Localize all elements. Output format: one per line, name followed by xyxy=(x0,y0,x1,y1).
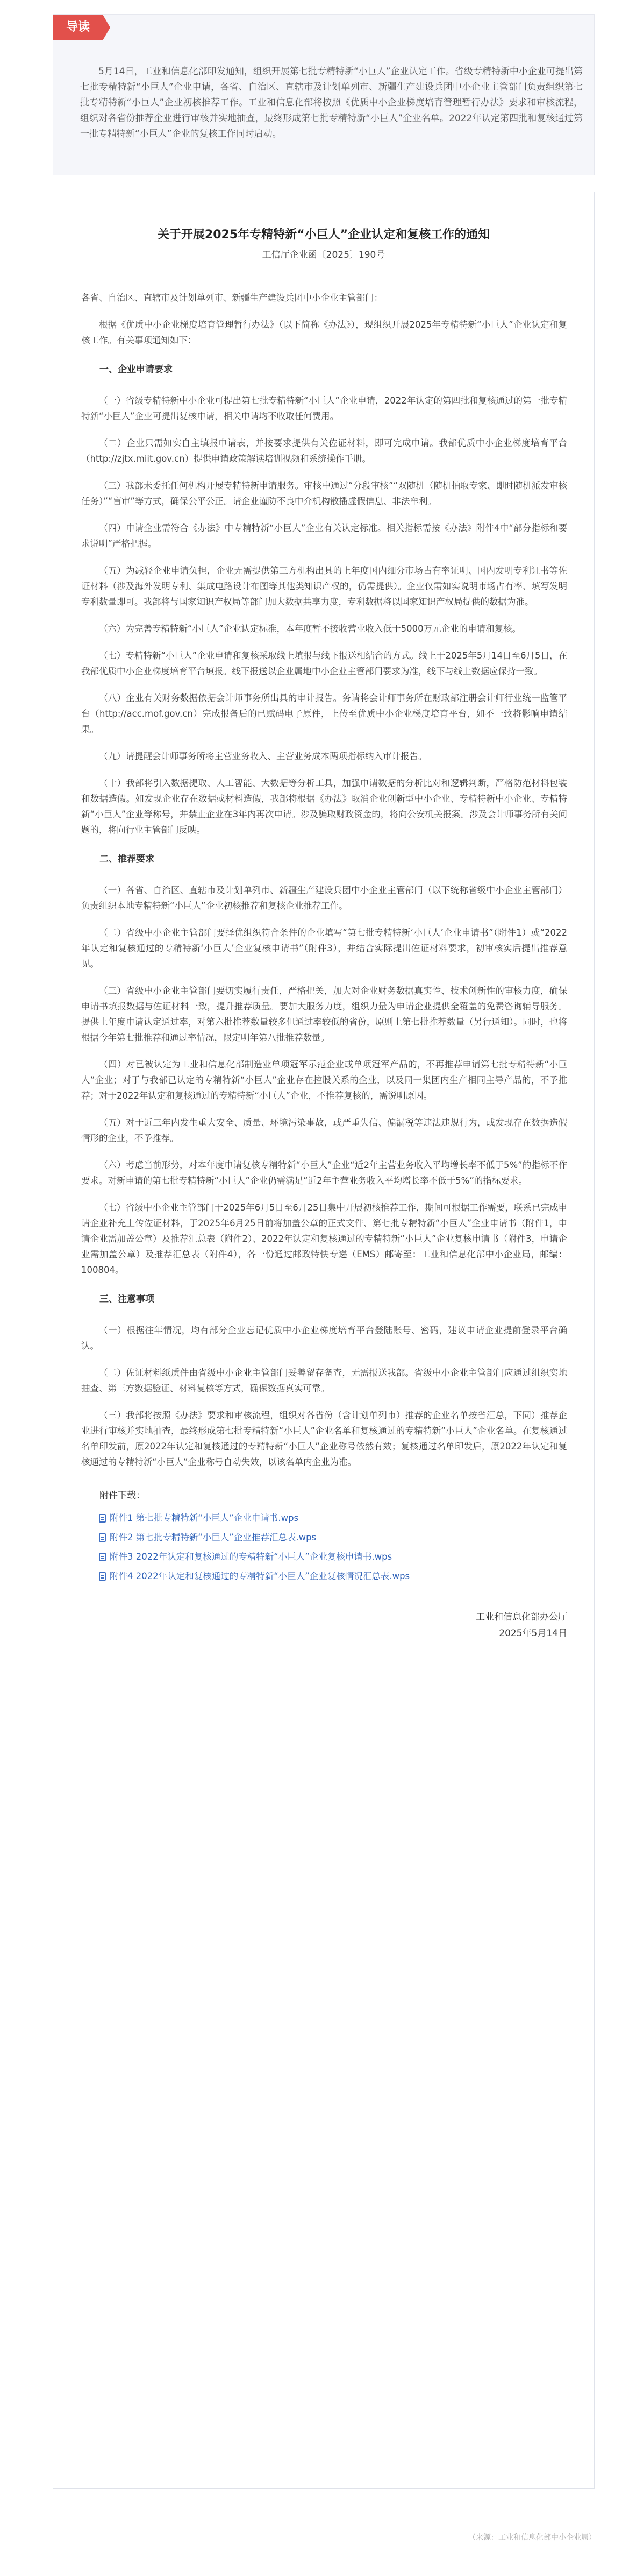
paragraph: （五）对于近三年内发生重大安全、质量、环境污染事故，或严重失信、偏漏税等违法违规行为，或发现存在数据造假情形的企业，不予推荐。 xyxy=(81,1117,567,1143)
opening-paragraph: 根据《优质中小企业梯度培育管理暂行办法》（以下简称《办法》），现组织开展2025年专精特新“小巨人”企业认定和复核工作。有关事项通知如下： xyxy=(81,320,567,345)
paragraph: （九）请提醒会计师事务所将主营业务收入、主营业务成本两项指标纳入审计报告。 xyxy=(99,751,427,761)
intro-text: 5月14日，工业和信息化部印发通知，组织开展第七批专精特新“小巨人”企业认定工作。省级专精特新中小企业可提出第七批专精特新“小巨人”企业申请，各省、自治区、直辖市及计划单列市、新疆生产建设兵团中小企业主管部门负责组织第七批专精特新“小巨人”企业初核推荐工作。工业和信息化部将按照《优质中小企业梯度培育管理暂行办法》要求和审核流程，组织对各省份推荐企业进行审核并实地抽查，最终形成第七批专精特新“小巨人”企业名单。2022年认定第四批和复核通过第一批专精特新“小巨人”企业的复核工作同时启动。 xyxy=(80,66,583,139)
source-note: （来源：工业和信息化部中小企业局） xyxy=(468,2533,596,2542)
paragraph: （七）专精特新“小巨人”企业申请和复核采取线上填报与线下报送相结合的方式。线上于2025年5月14日至6月5日，在我部优质中小企业梯度培育平台填报。线下报送以企业属地中小企业主管部门要求为准，线下与线上数据应保持一致。 xyxy=(81,650,567,676)
section-heading: 二、推荐要求 xyxy=(99,854,154,865)
paragraph: （一）根据往年情况，均有部分企业忘记优质中小企业梯度培育平台登陆账号、密码，建议申请企业提前登录平台确认。 xyxy=(81,1325,567,1351)
paragraph: （六）为完善专精特新“小巨人”企业认定标准，本年度暂不接收营业收入低于5000万元企业的申请和复核。 xyxy=(99,624,521,634)
paragraph: （三）省级中小企业主管部门要切实履行责任，严格把关，加大对企业财务数据真实性、技术创新性的审核力度，确保申请书填报数据与佐证材料一致，提升推荐质量。要加大服务力度，组织力量为申请企业提供全覆盖的免费咨询辅导服务。提供上年度申请认定通过率，对第六批推荐数量较多但通过率较低的省份，原则上第七批推荐数量（另行通知）。同时，也将根据今年第七批推荐和通过率情况，限定明年第八批推荐数量。 xyxy=(81,986,567,1043)
notice-body xyxy=(81,290,567,1641)
section-heading: 三、注意事项 xyxy=(99,1294,154,1305)
paragraph: （四）申请企业需符合《办法》中专精特新“小巨人”企业有关认定标准。相关指标需按《办法》附件4中“部分指标和要求说明”严格把握。 xyxy=(81,523,567,549)
attachments-title: 附件下载： xyxy=(99,1490,145,1501)
paragraph: （十）我部将引入数据提取、人工智能、大数据等分析工具，加强申请数据的分析比对和逻辑判断，严格防范材料包装和数据造假。如发现企业存在数据或材料造假，我部将根据《办法》取消企业创新型中小企业、专精特新中小企业、专精特新“小巨人”企业等称号，并禁止企业在3年内再次申请。涉及骗取财政资金的，将向公安机关报案。涉及会计师事务所有关问题的，将向行业主管部门反映。 xyxy=(81,778,567,835)
attachment-link-1[interactable] xyxy=(81,1510,567,1526)
attachment-link-2[interactable] xyxy=(81,1530,567,1546)
attachment-link-4[interactable] xyxy=(81,1568,567,1584)
paragraph: （二）佐证材料纸质件由省级中小企业主管部门妥善留存备查，无需报送我部。省级中小企业主管部门应通过组织实地抽查、第三方数据验证、材料复核等方式，确保数据真实可靠。 xyxy=(81,1368,567,1393)
paragraph: （六）考虑当前形势，对本年度申请复核专精特新“小巨人”企业“近2年主营业务收入平均增长率不低于5%”的指标不作要求。对新申请的第七批专精特新“小巨人”企业仍需满足“近2年主营业务收入平均增长率不低于5%”的指标要求。 xyxy=(81,1160,567,1186)
document-number: 工信厅企业函〔2025〕190号 xyxy=(262,250,385,260)
intro-tag: 导读 xyxy=(53,15,103,40)
addressee: 各省、自治区、直辖市及计划单列市、新疆生产建设兵团中小企业主管部门： xyxy=(81,293,383,303)
intro-box xyxy=(53,14,595,175)
file-icon xyxy=(99,1572,106,1581)
attachment-label: 附件1 第七批专精特新“小巨人”企业申请书.wps xyxy=(110,1513,299,1523)
paragraph: （七）省级中小企业主管部门于2025年6月5日至6月25日集中开展初核推荐工作，期间可根据工作需要，联系已完成申请企业补充上传佐证材料，于2025年6月25日前将加盖公章的正式文件、第七批专精特新“小巨人”企业申请书（附件1，申请企业需加盖公章）及推荐汇总表（附件2）、2022年认定和复核通过的专精特新“小巨人”企业复核申请书（附件3，申请企业需加盖公章）及推荐汇总表（附件4），各一份通过邮政特快专递（EMS）邮寄至：工业和信息化部中小企业局，邮编：100804。 xyxy=(81,1202,567,1275)
paragraph: （一）各省、自治区、直辖市及计划单列市、新疆生产建设兵团中小企业主管部门（以下统称省级中小企业主管部门）负责组织本地专精特新“小巨人”企业初核推荐和复核企业推荐工作。 xyxy=(81,885,567,911)
paragraph: （四）对已被认定为工业和信息化部制造业单项冠军示范企业或单项冠军产品的，不再推荐申请第七批专精特新“小巨人”企业；对于与我部已认定的专精特新“小巨人”企业存在控股关系的企业，以及同一集团内生产相同主导产品的，不予推荐；对于2022年认定和复核通过的专精特新“小巨人”企业，不推荐复核的，需说明原因。 xyxy=(81,1059,567,1101)
paragraph: （一）省级专精特新中小企业可提出第七批专精特新“小巨人”企业申请，2022年认定的第四批和复核通过的第一批专精特新“小巨人”企业可提出复核申请，相关申请均不收取任何费用。 xyxy=(81,395,567,421)
signature xyxy=(81,1609,567,1641)
paragraph: （二）企业只需如实自主填报申请表，并按要求提供有关佐证材料，即可完成申请。我部优质中小企业梯度培育平台（http://zjtx.miit.gov.cn）提供申请政策解读培训视频和系统操作手册。 xyxy=(81,438,567,464)
file-icon xyxy=(99,1514,106,1523)
paragraph: （三）我部未委托任何机构开展专精特新申请服务。审核中通过“分段审核”“双随机（随机抽取专家、即时随机派发审核任务）”“盲审”等方式，确保公平公正。请企业谨防不良中介机构散播虚假信息、非法牟利。 xyxy=(81,480,567,506)
section-heading: 一、企业申请要求 xyxy=(99,364,173,375)
attachment-label: 附件2 第七批专精特新“小巨人”企业推荐汇总表.wps xyxy=(110,1532,317,1542)
file-icon xyxy=(99,1533,106,1542)
paragraph: （五）为减轻企业申请负担，企业无需提供第三方机构出具的上年度国内细分市场占有率证明、国内发明专利证书等佐证材料（涉及海外发明专利、集成电路设计布图等其他类知识产权的，仍需提供）。企业仅需如实说明市场占有率、填写发明专利数量即可。我部将与国家知识产权局等部门加大数据共享力度，专利数据将以国家知识产权局提供的数据为准。 xyxy=(81,565,567,607)
attachment-label: 附件3 2022年认定和复核通过的专精特新“小巨人”企业复核申请书.wps xyxy=(110,1552,392,1562)
file-icon xyxy=(99,1553,106,1561)
attachment-link-3[interactable] xyxy=(81,1549,567,1565)
paragraph: （二）省级中小企业主管部门要择优组织符合条件的企业填写“第七批专精特新‘小巨人’企业申请书”（附件1）或“2022年认定和复核通过的专精特新‘小巨人’企业复核申请书”（附件3），并结合实际提出佐证材料要求，初审核实后提出推荐意见。 xyxy=(81,928,567,969)
attachment-label: 附件4 2022年认定和复核通过的专精特新“小巨人”企业复核情况汇总表.wps xyxy=(110,1571,410,1581)
notice-title: 关于开展2025年专精特新“小巨人”企业认定和复核工作的通知 xyxy=(157,228,490,242)
paragraph: （三）我部将按照《办法》要求和审核流程，组织对各省份（含计划单列市）推荐的企业名单按省汇总，下同）推荐企业进行审核并实地抽查，最终形成第七批专精特新“小巨人”企业名单和复核通过的专精特新“小巨人”企业名单。在复核通过名单印发前，原2022年认定和复核通过的专精特新“小巨人”企业称号依然有效；复核通过名单印发后，原2022年认定和复核通过的专精特新“小巨人”企业称号自动失效，以该名单内企业为准。 xyxy=(81,1410,567,1467)
signature-date: 2025年5月14日 xyxy=(499,1628,567,1639)
paragraph: （八）企业有关财务数据依据会计师事务所出具的审计报告。务请将会计师事务所在财政部注册会计师行业统一监管平台（http://acc.mof.gov.cn）完成报备后的已赋码电子原件，上传至优质中小企业梯度培育平台，如不一致将影响申请结果。 xyxy=(81,693,567,734)
notice-document xyxy=(53,192,595,2489)
signature-org: 工业和信息化部办公厅 xyxy=(476,1612,567,1623)
